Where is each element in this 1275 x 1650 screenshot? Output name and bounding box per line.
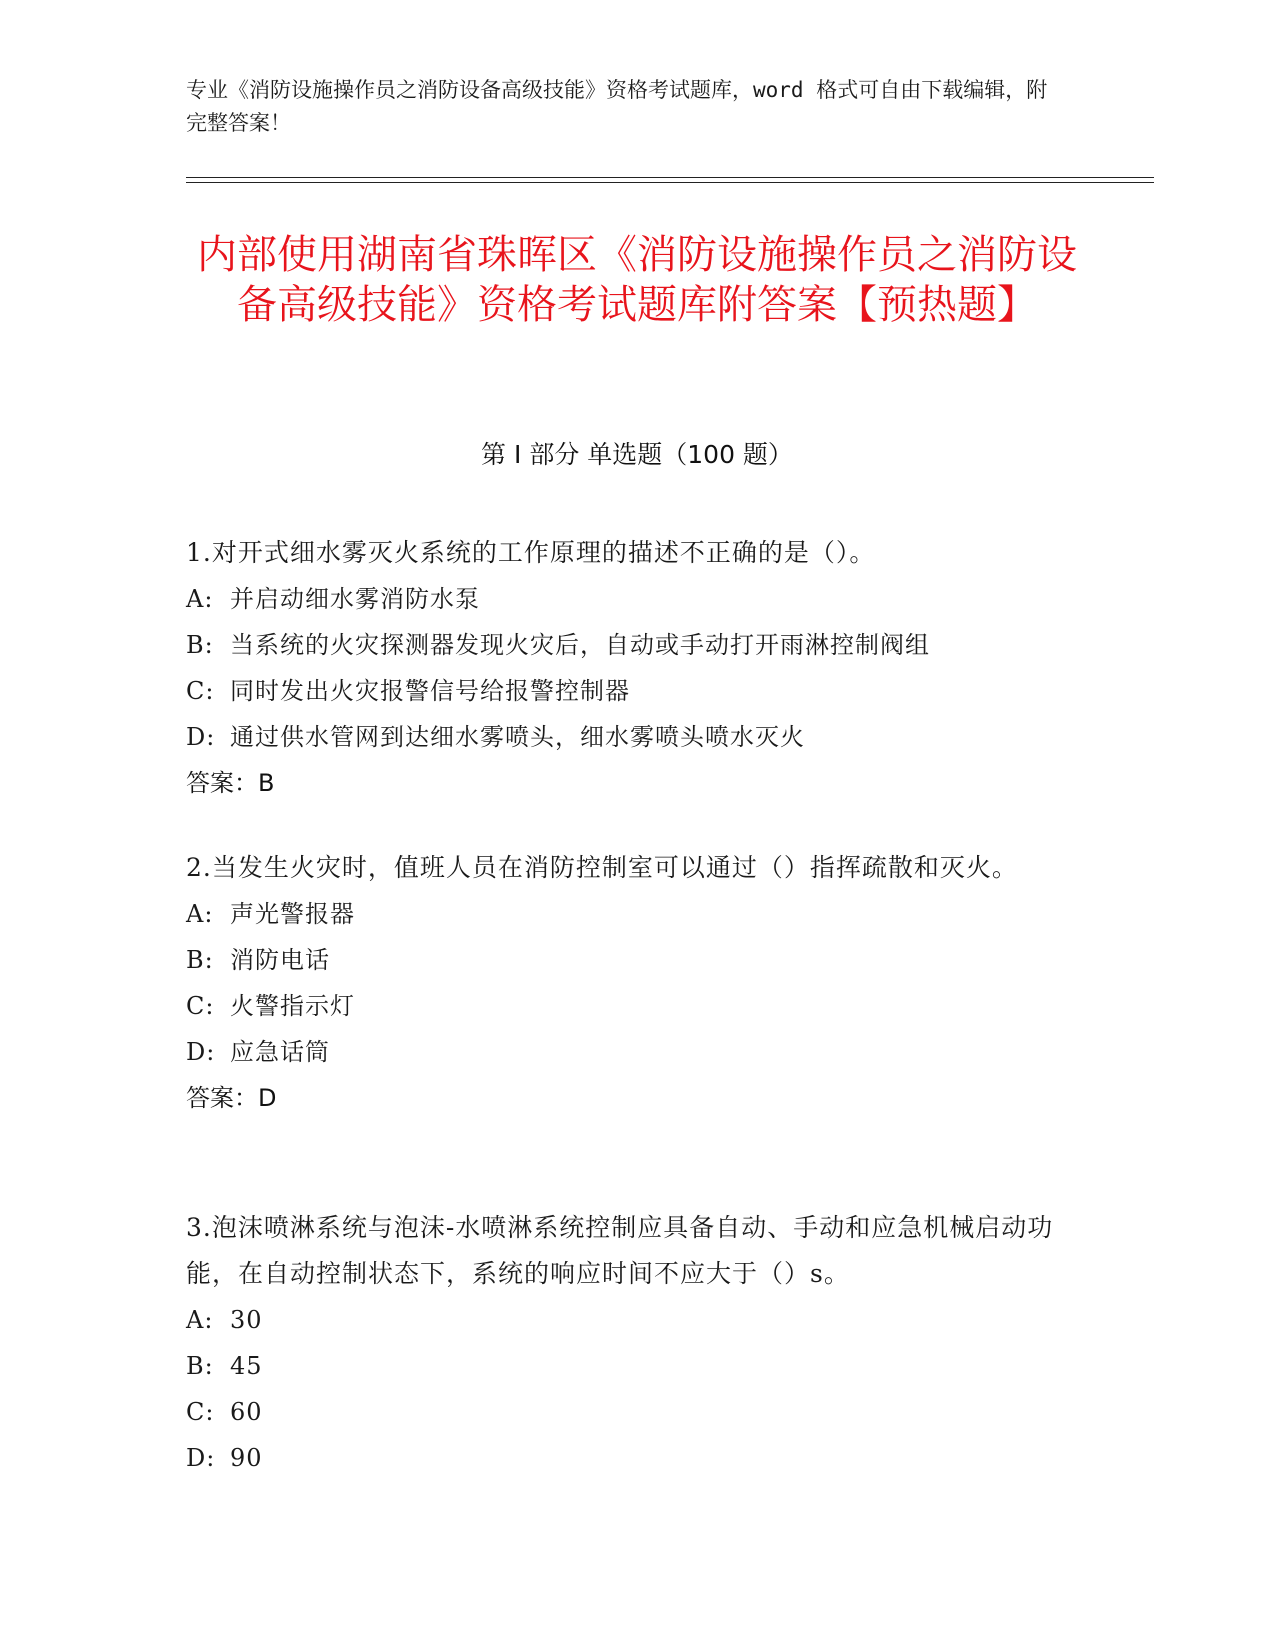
question-stem: 1.对开式细水雾灭火系统的工作原理的描述不正确的是（）。 bbox=[186, 538, 876, 567]
option-letter: A: bbox=[186, 900, 214, 928]
question-stem: 2.当发生火灾时，值班人员在消防控制室可以通过（）指挥疏散和灭火。 bbox=[186, 853, 1018, 882]
option-letter: D: bbox=[186, 723, 216, 751]
option-letter: B: bbox=[186, 631, 214, 659]
section-title: 第 I 部分 单选题（100 题） bbox=[481, 440, 793, 469]
question-1 bbox=[186, 530, 1086, 806]
option-c bbox=[186, 668, 1086, 714]
option-letter: B: bbox=[186, 1352, 214, 1380]
option-text: 并启动细水雾消防水泵 bbox=[230, 585, 480, 613]
document-title: 内部使用湖南省珠晖区《消防设施操作员之消防设备高级技能》资格考试题库附答案【预热题】 bbox=[197, 232, 1077, 328]
option-letter: D: bbox=[186, 1444, 216, 1472]
option-a bbox=[186, 576, 1086, 622]
header-divider-top bbox=[186, 177, 1154, 178]
option-text: 30 bbox=[230, 1306, 263, 1334]
option-text: 应急话筒 bbox=[230, 1038, 330, 1066]
option-letter: A: bbox=[186, 585, 214, 613]
option-c bbox=[186, 1389, 1086, 1435]
option-d bbox=[186, 714, 1086, 760]
option-b bbox=[186, 1343, 1086, 1389]
option-letter: C: bbox=[186, 992, 215, 1020]
option-letter: B: bbox=[186, 946, 214, 974]
option-a bbox=[186, 891, 1086, 937]
option-a bbox=[186, 1297, 1086, 1343]
option-b bbox=[186, 622, 1086, 668]
option-letter: D: bbox=[186, 1038, 216, 1066]
option-text: 消防电话 bbox=[230, 946, 330, 974]
answer: 答案：B bbox=[186, 769, 275, 797]
question-stem: 3.泡沫喷淋系统与泡沫-水喷淋系统控制应具备自动、手动和应急机械启动功能，在自动控制状态下，系统的响应时间不应大于（）s。 bbox=[186, 1213, 1054, 1288]
option-letter: C: bbox=[186, 677, 215, 705]
option-letter: A: bbox=[186, 1306, 214, 1334]
option-text: 60 bbox=[230, 1398, 263, 1426]
header-note: 专业《消防设施操作员之消防设备高级技能》资格考试题库，word 格式可自由下载编辑，附完整答案！ bbox=[186, 78, 1048, 135]
answer: 答案：D bbox=[186, 1084, 277, 1112]
header-divider-bottom bbox=[186, 182, 1154, 183]
option-letter: C: bbox=[186, 1398, 215, 1426]
option-d bbox=[186, 1029, 1086, 1075]
option-text: 90 bbox=[230, 1444, 263, 1472]
option-b bbox=[186, 937, 1086, 983]
option-c bbox=[186, 983, 1086, 1029]
option-text: 火警指示灯 bbox=[230, 992, 355, 1020]
option-text: 声光警报器 bbox=[230, 900, 355, 928]
question-3 bbox=[186, 1205, 1086, 1481]
option-text: 同时发出火灾报警信号给报警控制器 bbox=[230, 677, 630, 705]
question-2 bbox=[186, 845, 1086, 1121]
option-d bbox=[186, 1435, 1086, 1481]
option-text: 通过供水管网到达细水雾喷头，细水雾喷头喷水灭火 bbox=[230, 723, 805, 751]
option-text: 45 bbox=[230, 1352, 263, 1380]
option-text: 当系统的火灾探测器发现火灾后，自动或手动打开雨淋控制阀组 bbox=[230, 631, 930, 659]
